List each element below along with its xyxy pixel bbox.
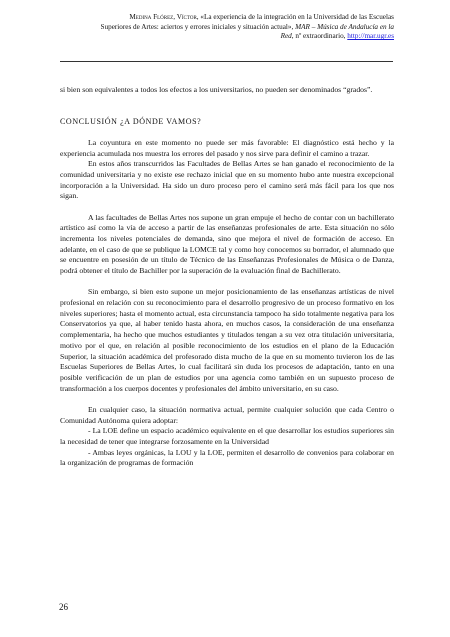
- section-title: CONCLUSIÓN ¿A DÓNDE VAMOS?: [60, 116, 202, 126]
- header-url-link[interactable]: http://mar.ugr.es: [347, 32, 394, 41]
- header-issue: , nº extraordinario,: [291, 32, 348, 41]
- list-item-lou-loe: - Ambas leyes orgánicas, la LOU y la LOE, permiten el desarrollo de convenios para colaborar en la organización de programas de formación: [60, 447, 394, 468]
- paragraph-coyuntura: La coyuntura en este momento no puede ser más favorable: El diagnóstico está hecho y la experiencia acumulada nos muestra los errores del pasado y nos sirve para definir el camino a trazar.: [60, 137, 394, 158]
- paragraph-cualquier-caso: En cualquier caso, la situación normativa actual, permite cualquier solución que cada Centro o Comunidad Autónoma quiera adoptar:: [60, 404, 394, 425]
- list-item-loe: - La LOE define un espacio académico equivalente en el que desarrollar los estudios superiores sin la necesidad de tener que integrarse forzosamente en la Universidad: [60, 426, 394, 446]
- header-journal: MAR – Música de Andalucía en la: [293, 22, 394, 31]
- paragraph-continuation: si bien son equivalentes a todos los efectos a los universitarios, no pueden ser denominados “grados”.: [60, 85, 373, 94]
- header-title-part2: Superiores de Artes: aciertos y errores iniciales y situación actual»,: [100, 22, 294, 31]
- header-divider: [60, 61, 393, 62]
- header-title-part1: «La experiencia de la integración en la Universidad de las Escuelas: [198, 13, 394, 21]
- article-body: [60, 85, 394, 469]
- running-header: [64, 13, 394, 42]
- page-number: 26: [59, 602, 68, 612]
- header-author: Medina Flórez, Víctor,: [129, 13, 199, 21]
- paragraph-bachillerato: A las facultades de Bellas Artes nos supone un gran empuje el hecho de contar con un bachillerato artístico así como la vía de acceso a partir de las enseñanzas profesionales de arte. Esta situación no sólo incrementa los niveles potenciales de demanda, sino que mejora el nivel de formación de acceso. En adelante, en el caso de que se publique la LOMCE tal y como hoy conocemos su borrador, el alumnado que se encuentre en posesión de un título de Técnico de las Enseñanzas Profesionales de Música o de Danza, podrá obtener el título de Bachiller por la superación de la evaluación final de Bachillerato.: [60, 212, 394, 276]
- paragraph-anos-transcurridos: En estos años transcurridos las Facultades de Bellas Artes se han ganado el reconocimiento de la comunidad universitaria y no existe ese rechazo inicial que en su momento hubo ante nuestra excepcional incorporación a la Universidad. Ha sido un duro proceso pero el camino será más fácil para los que nos sigan.: [60, 159, 394, 201]
- header-journal-part2: Red: [280, 32, 292, 41]
- paragraph-sin-embargo: Sin embargo, si bien esto supone un mejor posicionamiento de las enseñanzas artísticas de nivel profesional en relación con su reconocimiento para el desarrollo progresivo de un proceso formativo en los niveles superiores; hasta el momento actual, esta circunstancia tampoco ha sido totalmente negativa para los Conservatorios ya que, al haber tenido hasta ahora, en muchos casos, la consideración de una enseñanza complementaria, ha hecho que muchos estudiantes y titulados tengan a su vez otra titulación universitaria, motivo por el que, en relación al posible reconocimiento de los estudios en el plano de la Educación Superior, la situación académica del profesorado dista mucho de la que en su momento tuvieron los de las Escuelas Superiores de Bellas Artes, lo cual facilitará sin duda los procesos de adaptación, tanto en una posible verificación de un plan de estudios por una agencia como también en un supuesto proceso de transformación a los cuerpos docentes y profesionales del ámbito universitario, en su caso.: [60, 287, 394, 393]
